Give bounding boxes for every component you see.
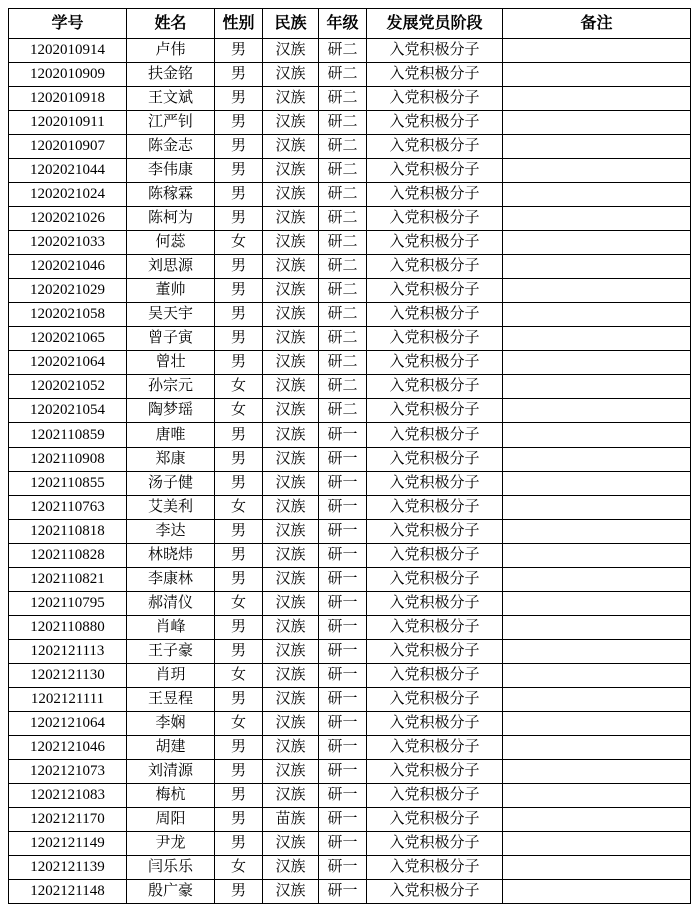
table-row <box>9 760 691 784</box>
table-row <box>9 520 691 544</box>
cell-ethnicity: 汉族 <box>263 616 319 640</box>
cell-grade: 研二 <box>319 303 367 327</box>
table-row <box>9 375 691 399</box>
table-row <box>9 111 691 135</box>
cell-sex: 女 <box>215 399 263 423</box>
cell-student-id: 1202110859 <box>9 423 127 448</box>
cell-name: 陶梦瑶 <box>127 399 215 423</box>
cell-ethnicity: 汉族 <box>263 664 319 688</box>
cell-name: 梅杭 <box>127 784 215 808</box>
cell-ethnicity: 汉族 <box>263 568 319 592</box>
cell-name: 闫乐乐 <box>127 856 215 880</box>
column-header-grade: 年级 <box>319 9 367 39</box>
cell-sex: 男 <box>215 880 263 904</box>
cell-stage: 入党积极分子 <box>367 87 503 111</box>
cell-name: 何蕊 <box>127 231 215 255</box>
cell-note <box>503 784 691 808</box>
cell-grade: 研二 <box>319 255 367 279</box>
cell-stage: 入党积极分子 <box>367 616 503 640</box>
cell-student-id: 1202121073 <box>9 760 127 784</box>
cell-grade: 研一 <box>319 832 367 856</box>
table-row <box>9 880 691 904</box>
cell-grade: 研一 <box>319 544 367 568</box>
cell-grade: 研二 <box>319 111 367 135</box>
cell-student-id: 1202110795 <box>9 592 127 616</box>
cell-sex: 女 <box>215 664 263 688</box>
table-header <box>9 9 691 39</box>
cell-stage: 入党积极分子 <box>367 448 503 472</box>
cell-sex: 男 <box>215 207 263 231</box>
cell-ethnicity: 汉族 <box>263 111 319 135</box>
cell-stage: 入党积极分子 <box>367 39 503 63</box>
cell-note <box>503 472 691 496</box>
cell-sex: 男 <box>215 255 263 279</box>
cell-stage: 入党积极分子 <box>367 784 503 808</box>
cell-name: 陈金志 <box>127 135 215 159</box>
cell-student-id: 1202121083 <box>9 784 127 808</box>
cell-sex: 男 <box>215 688 263 712</box>
cell-stage: 入党积极分子 <box>367 255 503 279</box>
cell-sex: 男 <box>215 544 263 568</box>
table-row <box>9 784 691 808</box>
cell-ethnicity: 汉族 <box>263 183 319 207</box>
cell-stage: 入党积极分子 <box>367 760 503 784</box>
cell-stage: 入党积极分子 <box>367 856 503 880</box>
cell-name: 殷广豪 <box>127 880 215 904</box>
column-header-name: 姓名 <box>127 9 215 39</box>
cell-stage: 入党积极分子 <box>367 688 503 712</box>
cell-name: 肖玥 <box>127 664 215 688</box>
cell-ethnicity: 汉族 <box>263 231 319 255</box>
cell-ethnicity: 汉族 <box>263 279 319 303</box>
cell-note <box>503 592 691 616</box>
cell-stage: 入党积极分子 <box>367 664 503 688</box>
cell-name: 王子豪 <box>127 640 215 664</box>
cell-ethnicity: 汉族 <box>263 592 319 616</box>
cell-sex: 女 <box>215 496 263 520</box>
column-header-stage: 发展党员阶段 <box>367 9 503 39</box>
cell-note <box>503 111 691 135</box>
cell-grade: 研二 <box>319 39 367 63</box>
table-row <box>9 712 691 736</box>
cell-ethnicity: 汉族 <box>263 496 319 520</box>
cell-ethnicity: 汉族 <box>263 87 319 111</box>
cell-grade: 研二 <box>319 351 367 375</box>
cell-name: 李伟康 <box>127 159 215 183</box>
party-member-roster-table <box>8 8 691 904</box>
cell-name: 肖峰 <box>127 616 215 640</box>
cell-sex: 男 <box>215 832 263 856</box>
cell-student-id: 1202110828 <box>9 544 127 568</box>
cell-note <box>503 496 691 520</box>
cell-student-id: 1202021052 <box>9 375 127 399</box>
table-row <box>9 351 691 375</box>
cell-note <box>503 616 691 640</box>
table-row <box>9 856 691 880</box>
cell-student-id: 1202021033 <box>9 231 127 255</box>
table-row <box>9 279 691 303</box>
cell-student-id: 1202121139 <box>9 856 127 880</box>
cell-grade: 研一 <box>319 520 367 544</box>
table-row <box>9 423 691 448</box>
cell-name: 周阳 <box>127 808 215 832</box>
cell-ethnicity: 苗族 <box>263 808 319 832</box>
cell-name: 胡建 <box>127 736 215 760</box>
cell-note <box>503 207 691 231</box>
header-row <box>9 9 691 39</box>
cell-name: 刘思源 <box>127 255 215 279</box>
cell-stage: 入党积极分子 <box>367 135 503 159</box>
cell-note <box>503 303 691 327</box>
cell-student-id: 1202121170 <box>9 808 127 832</box>
cell-note <box>503 856 691 880</box>
cell-sex: 男 <box>215 63 263 87</box>
cell-student-id: 1202021058 <box>9 303 127 327</box>
cell-grade: 研一 <box>319 423 367 448</box>
cell-sex: 男 <box>215 520 263 544</box>
cell-sex: 男 <box>215 808 263 832</box>
cell-name: 李娴 <box>127 712 215 736</box>
cell-stage: 入党积极分子 <box>367 327 503 351</box>
table-row <box>9 303 691 327</box>
cell-grade: 研二 <box>319 279 367 303</box>
cell-sex: 男 <box>215 472 263 496</box>
table-row <box>9 736 691 760</box>
cell-stage: 入党积极分子 <box>367 423 503 448</box>
cell-sex: 女 <box>215 712 263 736</box>
cell-name: 郑康 <box>127 448 215 472</box>
cell-name: 董帅 <box>127 279 215 303</box>
cell-sex: 男 <box>215 39 263 63</box>
cell-stage: 入党积极分子 <box>367 159 503 183</box>
column-header-sex: 性别 <box>215 9 263 39</box>
cell-stage: 入党积极分子 <box>367 568 503 592</box>
cell-ethnicity: 汉族 <box>263 351 319 375</box>
cell-note <box>503 423 691 448</box>
column-header-note: 备注 <box>503 9 691 39</box>
cell-name: 林晓炜 <box>127 544 215 568</box>
cell-grade: 研一 <box>319 784 367 808</box>
cell-sex: 男 <box>215 568 263 592</box>
cell-grade: 研一 <box>319 472 367 496</box>
table-row <box>9 63 691 87</box>
cell-student-id: 1202021044 <box>9 159 127 183</box>
cell-stage: 入党积极分子 <box>367 472 503 496</box>
cell-stage: 入党积极分子 <box>367 207 503 231</box>
cell-note <box>503 568 691 592</box>
cell-ethnicity: 汉族 <box>263 63 319 87</box>
cell-student-id: 1202121046 <box>9 736 127 760</box>
cell-student-id: 1202110763 <box>9 496 127 520</box>
table-row <box>9 183 691 207</box>
cell-student-id: 1202121130 <box>9 664 127 688</box>
cell-stage: 入党积极分子 <box>367 63 503 87</box>
cell-name: 尹龙 <box>127 832 215 856</box>
cell-grade: 研二 <box>319 183 367 207</box>
cell-grade: 研二 <box>319 231 367 255</box>
cell-name: 汤子健 <box>127 472 215 496</box>
table-row <box>9 399 691 423</box>
cell-note <box>503 279 691 303</box>
cell-ethnicity: 汉族 <box>263 736 319 760</box>
table-row <box>9 664 691 688</box>
cell-stage: 入党积极分子 <box>367 279 503 303</box>
table-row <box>9 135 691 159</box>
cell-note <box>503 760 691 784</box>
cell-student-id: 1202021054 <box>9 399 127 423</box>
cell-ethnicity: 汉族 <box>263 832 319 856</box>
cell-stage: 入党积极分子 <box>367 375 503 399</box>
cell-sex: 男 <box>215 736 263 760</box>
cell-student-id: 1202110821 <box>9 568 127 592</box>
cell-student-id: 1202121113 <box>9 640 127 664</box>
cell-grade: 研一 <box>319 592 367 616</box>
cell-grade: 研一 <box>319 760 367 784</box>
cell-name: 李达 <box>127 520 215 544</box>
cell-name: 艾美利 <box>127 496 215 520</box>
cell-name: 陈柯为 <box>127 207 215 231</box>
cell-stage: 入党积极分子 <box>367 832 503 856</box>
cell-name: 陈稼霖 <box>127 183 215 207</box>
table-row <box>9 688 691 712</box>
cell-sex: 男 <box>215 351 263 375</box>
cell-grade: 研二 <box>319 63 367 87</box>
column-header-ethnicity: 民族 <box>263 9 319 39</box>
cell-note <box>503 159 691 183</box>
cell-sex: 男 <box>215 87 263 111</box>
cell-student-id: 1202010909 <box>9 63 127 87</box>
cell-ethnicity: 汉族 <box>263 303 319 327</box>
cell-name: 曾子寅 <box>127 327 215 351</box>
cell-note <box>503 327 691 351</box>
cell-note <box>503 135 691 159</box>
cell-ethnicity: 汉族 <box>263 760 319 784</box>
cell-ethnicity: 汉族 <box>263 207 319 231</box>
table-row <box>9 327 691 351</box>
cell-grade: 研一 <box>319 688 367 712</box>
cell-grade: 研一 <box>319 712 367 736</box>
cell-ethnicity: 汉族 <box>263 640 319 664</box>
table-row <box>9 808 691 832</box>
cell-name: 王昱程 <box>127 688 215 712</box>
cell-grade: 研二 <box>319 207 367 231</box>
cell-student-id: 1202021064 <box>9 351 127 375</box>
cell-note <box>503 736 691 760</box>
cell-sex: 女 <box>215 592 263 616</box>
cell-grade: 研一 <box>319 616 367 640</box>
cell-note <box>503 640 691 664</box>
cell-sex: 男 <box>215 760 263 784</box>
cell-grade: 研一 <box>319 448 367 472</box>
cell-student-id: 1202010914 <box>9 39 127 63</box>
cell-grade: 研二 <box>319 159 367 183</box>
cell-note <box>503 448 691 472</box>
cell-grade: 研一 <box>319 736 367 760</box>
cell-ethnicity: 汉族 <box>263 520 319 544</box>
table-row <box>9 616 691 640</box>
cell-student-id: 1202010911 <box>9 111 127 135</box>
cell-student-id: 1202021024 <box>9 183 127 207</box>
cell-name: 唐唯 <box>127 423 215 448</box>
cell-student-id: 1202021026 <box>9 207 127 231</box>
table-row <box>9 231 691 255</box>
cell-sex: 女 <box>215 375 263 399</box>
cell-name: 卢伟 <box>127 39 215 63</box>
cell-stage: 入党积极分子 <box>367 111 503 135</box>
cell-sex: 男 <box>215 448 263 472</box>
cell-stage: 入党积极分子 <box>367 231 503 255</box>
cell-stage: 入党积极分子 <box>367 592 503 616</box>
cell-ethnicity: 汉族 <box>263 423 319 448</box>
cell-student-id: 1202121064 <box>9 712 127 736</box>
cell-note <box>503 544 691 568</box>
cell-ethnicity: 汉族 <box>263 375 319 399</box>
table-row <box>9 592 691 616</box>
cell-stage: 入党积极分子 <box>367 351 503 375</box>
table-row <box>9 255 691 279</box>
cell-grade: 研一 <box>319 640 367 664</box>
cell-sex: 男 <box>215 279 263 303</box>
table-body <box>9 39 691 904</box>
table-row <box>9 472 691 496</box>
cell-ethnicity: 汉族 <box>263 784 319 808</box>
cell-student-id: 1202021065 <box>9 327 127 351</box>
cell-sex: 男 <box>215 423 263 448</box>
cell-ethnicity: 汉族 <box>263 159 319 183</box>
cell-note <box>503 712 691 736</box>
cell-sex: 女 <box>215 856 263 880</box>
cell-grade: 研二 <box>319 375 367 399</box>
cell-student-id: 1202110880 <box>9 616 127 640</box>
table-row <box>9 568 691 592</box>
cell-ethnicity: 汉族 <box>263 544 319 568</box>
cell-student-id: 1202010918 <box>9 87 127 111</box>
cell-note <box>503 255 691 279</box>
cell-ethnicity: 汉族 <box>263 39 319 63</box>
cell-note <box>503 664 691 688</box>
cell-student-id: 1202121148 <box>9 880 127 904</box>
cell-note <box>503 375 691 399</box>
cell-grade: 研一 <box>319 496 367 520</box>
cell-note <box>503 808 691 832</box>
cell-sex: 男 <box>215 159 263 183</box>
cell-note <box>503 351 691 375</box>
cell-grade: 研二 <box>319 135 367 159</box>
cell-note <box>503 399 691 423</box>
table-row <box>9 496 691 520</box>
table-row <box>9 832 691 856</box>
cell-sex: 男 <box>215 327 263 351</box>
cell-grade: 研一 <box>319 880 367 904</box>
cell-ethnicity: 汉族 <box>263 448 319 472</box>
cell-note <box>503 63 691 87</box>
cell-stage: 入党积极分子 <box>367 712 503 736</box>
cell-name: 刘清源 <box>127 760 215 784</box>
table-row <box>9 87 691 111</box>
cell-student-id: 1202110908 <box>9 448 127 472</box>
cell-student-id: 1202121149 <box>9 832 127 856</box>
cell-stage: 入党积极分子 <box>367 303 503 327</box>
cell-name: 李康林 <box>127 568 215 592</box>
cell-ethnicity: 汉族 <box>263 255 319 279</box>
cell-note <box>503 688 691 712</box>
cell-stage: 入党积极分子 <box>367 520 503 544</box>
cell-stage: 入党积极分子 <box>367 736 503 760</box>
cell-name: 郝清仪 <box>127 592 215 616</box>
cell-stage: 入党积极分子 <box>367 399 503 423</box>
cell-student-id: 1202121111 <box>9 688 127 712</box>
table-row <box>9 448 691 472</box>
cell-sex: 男 <box>215 784 263 808</box>
cell-stage: 入党积极分子 <box>367 544 503 568</box>
cell-student-id: 1202021046 <box>9 255 127 279</box>
cell-stage: 入党积极分子 <box>367 640 503 664</box>
cell-stage: 入党积极分子 <box>367 496 503 520</box>
cell-sex: 男 <box>215 135 263 159</box>
cell-grade: 研二 <box>319 399 367 423</box>
cell-stage: 入党积极分子 <box>367 183 503 207</box>
cell-student-id: 1202010907 <box>9 135 127 159</box>
cell-stage: 入党积极分子 <box>367 880 503 904</box>
cell-ethnicity: 汉族 <box>263 880 319 904</box>
cell-note <box>503 39 691 63</box>
cell-sex: 女 <box>215 231 263 255</box>
cell-sex: 男 <box>215 616 263 640</box>
table-row <box>9 159 691 183</box>
cell-grade: 研二 <box>319 87 367 111</box>
cell-grade: 研二 <box>319 327 367 351</box>
cell-name: 扶金铭 <box>127 63 215 87</box>
cell-ethnicity: 汉族 <box>263 688 319 712</box>
cell-ethnicity: 汉族 <box>263 856 319 880</box>
cell-grade: 研一 <box>319 856 367 880</box>
cell-sex: 男 <box>215 183 263 207</box>
cell-name: 曾壮 <box>127 351 215 375</box>
cell-grade: 研一 <box>319 568 367 592</box>
cell-grade: 研一 <box>319 664 367 688</box>
cell-student-id: 1202110855 <box>9 472 127 496</box>
cell-ethnicity: 汉族 <box>263 399 319 423</box>
cell-sex: 男 <box>215 111 263 135</box>
cell-ethnicity: 汉族 <box>263 135 319 159</box>
cell-name: 孙宗元 <box>127 375 215 399</box>
cell-student-id: 1202021029 <box>9 279 127 303</box>
column-header-student-id: 学号 <box>9 9 127 39</box>
cell-note <box>503 183 691 207</box>
cell-name: 江严钊 <box>127 111 215 135</box>
cell-grade: 研一 <box>319 808 367 832</box>
cell-ethnicity: 汉族 <box>263 472 319 496</box>
cell-name: 王文斌 <box>127 87 215 111</box>
table-row <box>9 207 691 231</box>
table-row <box>9 640 691 664</box>
cell-note <box>503 87 691 111</box>
cell-stage: 入党积极分子 <box>367 808 503 832</box>
cell-note <box>503 520 691 544</box>
cell-ethnicity: 汉族 <box>263 712 319 736</box>
cell-name: 吴天宇 <box>127 303 215 327</box>
cell-note <box>503 832 691 856</box>
cell-note <box>503 880 691 904</box>
cell-ethnicity: 汉族 <box>263 327 319 351</box>
cell-note <box>503 231 691 255</box>
cell-sex: 男 <box>215 303 263 327</box>
table-row <box>9 544 691 568</box>
cell-student-id: 1202110818 <box>9 520 127 544</box>
table-row <box>9 39 691 63</box>
cell-sex: 男 <box>215 640 263 664</box>
